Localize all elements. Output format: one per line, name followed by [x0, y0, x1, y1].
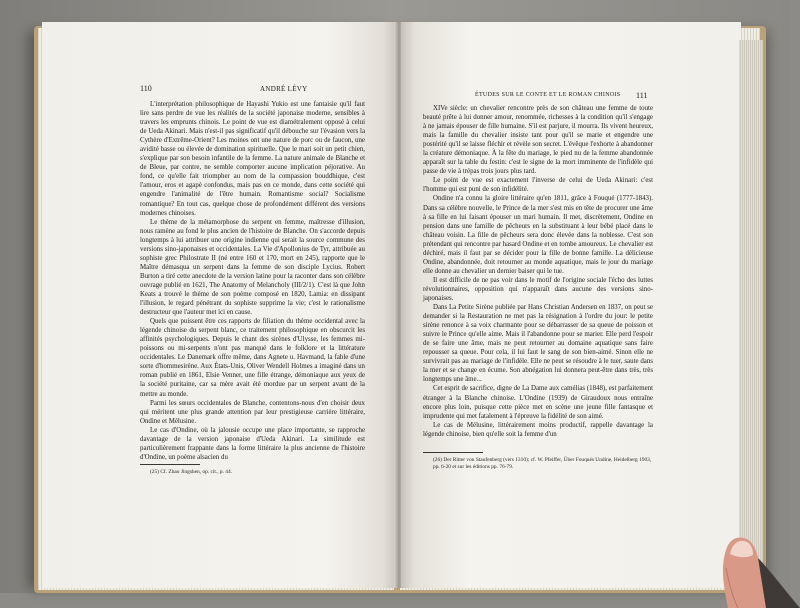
left-running-head: ANDRÉ LÉVY — [260, 85, 308, 93]
right-paragraph: Le cas de Mélusine, littérairement moins productif, rappelle davantage la légende chinoise, bien qu'elle soit la femme d'un — [423, 421, 653, 438]
left-footnote-rule — [140, 464, 200, 465]
right-paragraph: Ondine n'a connu la gloire littéraire qu'en 1811, grâce à Fouqué (1777-1843). Dans sa célèbre nouvelle, le Prince de la mer s'est mis en tête de procurer une âme à sa fille en lui faisant épouser un mari humain. Il met, discrètement, Ondine en pension dans une famille de pêcheurs en la substituant à leur bébé placé dans le château voisin. La fille de pêcheurs sera donc élevée dans la noblesse. C'est son prétendant qui rencontre par hasard Ondine et en tombe amoureux. Le chevalier est déchiré, mais il faut par se décider pour la fille de bonne famille. La délicieuse Ondine, abandonnée, doit retourner au monde aquatique, mais le jour du mariage elle donne au chevalier un dernier baiser qui le tue. — [423, 195, 653, 275]
left-paragraph: Le cas d'Ondine, où la jalousie occupe une place importante, se rapproche davantage de la version japonaise d'Ueda Akinari. La similitude est particulièrement frappante dans la forme littéraire la plus ancienne de l'histoire d'Ondine, un poème alsacien du — [140, 426, 365, 461]
right-paragraph: Il est difficile de ne pas voir dans le motif de l'origine sociale l'écho des luttes révolutionnaires, opposition qui n'apparaît dans aucune des versions sino-japonaises. — [423, 276, 653, 302]
left-body-text — [140, 100, 365, 461]
left-page-number: 110 — [140, 84, 152, 93]
right-paragraph: Cet esprit de sacrifice, digne de La Dame aux camélias (1848), est parfaitement étranger à la Blanche chinoise. L'Ondine (1939) de Giraudoux nous entraîne encore plus loin, puisque cette pièce met en scène une jeune fille fantasque et imprudente qui met fatalement à l'épreuve la fidélité de son aimé. — [423, 385, 653, 420]
left-paragraph: L'interprétation philosophique de Hayashi Yukio est une fantaisie qu'il faut lire sans perdre de vue les réalités de la société japonaise moderne, sensibles à travers les emprunts chinois. Le point de vue est diamétralement opposé à celui de Ueda Akinari. Mais n'est-il pas significatif qu'il débouche sur l'évasion vers la Cythère d'Extrême-Orient? Les moines ont une nature de porc ou de faucon, une avidité basse ou élevée de domination spirituelle. Que le mari soit un petit chien, s'explique par son besoin infantile de la femme. La nature animale de Blanche et de Bleue, par contre, ne semble comporter aucune implication péjorative. Au fond, ce qu'elle fait triompher au nom de la compassion bouddhique, c'est l'amour, eros et agapè confondus, mais pas en ce monde, dans cette société qui engendre l'animalité de l'être humain. Romantisme social? Socialisme romantique? En tout cas, quelque chose de profondément différent des versions modernes chinoises. — [140, 101, 365, 217]
left-paragraph: Quels que puissent être ces rapports de filiation du thème occidental avec la légende chinoise du serpent blanc, ce traitement philosophique en obscurcit les affinités psychologiques. Depuis le chant des sirènes d'Ulysse, les femmes mi-poissons ou mi-serpents n'ont pas manqué dans le folklore et la littérature occidentales. Le Danemark offre même, dans Agnete u. Havmand, la fable d'une sorte d'hommesirène. Aux États-Unis, Oliver Wendell Holmes a imaginé dans un roman publié en 1861, Elsie Venner, une fille étrange, démoniaque aux yeux de la société puritaine, car sa mère avait été mordue par un serpent avant de la mettre au monde. — [140, 318, 365, 398]
right-running-head: ÉTUDES SUR LE CONTE ET LE ROMAN CHINOIS — [475, 92, 621, 98]
right-footnote: (26) Der Ritter von Staufenberg (vers 1310); cf. W. Pfeiffer, Über Fouqués Undine, Heidelberg 1903, pp. 6-20 et sur les éditions pp. 76-79. — [433, 457, 652, 470]
left-paragraph: Le thème de la métamorphose du serpent en femme, maîtresse d'illusion, nous ramène au fond le plus ancien de l'histoire de Blanche. On s'accorde depuis longtemps à lui attribuer une origine indienne qui serait la source commune des versions sino-japonaises et occidentales. La Vie d'Apollonius de Tyr, attribuée au sophiste grec Philostrate II (né entre 160 et 170, mort en 245), rapporte que le Maître démasqua un serpent dans la femme de son disciple Lycius. Robert Burton a tiré cette anecdote de la version latine pour la raconter dans son célèbre ouvrage publié en 1621, The Anatomy of Melancholy (III/2/1). C'est là que John Keats a trouvé le thème de son poème composé en 1820, Lamia: en dissipant l'illusion, le regard pénétrant du sophiste supprime la vie; c'est le rationalisme destructeur que l'auteur met ici en cause. — [140, 218, 365, 317]
left-footnote: (25) Cf. Zhao Jingshen, op. cit., p. 44. — [150, 469, 233, 475]
right-footnote-rule — [423, 452, 483, 453]
right-page-edges — [739, 40, 763, 570]
right-paragraph: XIVe siècle: un chevalier rencontre près de son château une femme de toute beauté prête à lui donner amour, renommée, richesses à la condition qu'il s'engage à ne jamais épouser de fille humaine. S'il est parjure, il mourra. Ils vivent heureux, mais la famille du chevalier insiste tant pour qu'il se marie et engendre une postérité qu'il se laisse fléchir et révèle son secret. L'évêque l'exhorte à abandonner la créature démoniaque. À la fête du mariage, le pied nu de la femme abandonnée apparaît sur la table du festin: c'est le signe de la mort imminente de l'infidèle qui passe de vie à trépas trois jours plus tard. — [423, 105, 653, 176]
right-paragraph: Dans La Petite Sirène publiée par Hans Christian Andersen en 1837, on peut se demander si la Restauration ne met pas la résignation à l'ordre du jour: le petite sirène renonce à sa voix charmante pour se débarrasser de sa queue de poisson et suivre le Prince qu'elle aime. Mais il l'abandonne pour se marier. Elle perd l'espoir de se faire une âme, mais ne peut retourner au domaine aquatique sans faire repousser sa queue. Pour cela, il lui faut le sang de son bien-aimé. Sinon elle ne survivrait pas au mariage de l'infidèle. Elle ne peut se résoudre à le tuer, saute dans la mer et se change en écume. Son abnégation lui donnera peut-être dans très, très longtemps une âme... — [423, 304, 653, 384]
right-body-text — [423, 104, 653, 444]
right-paragraph: Le point de vue est exactement l'inverse de celui de Ueda Akinari: c'est l'homme qui est puni de son infidélité. — [423, 177, 653, 194]
left-paragraph: Parmi les sœurs occidentales de Blanche, contentons-nous d'en choisir deux qui méritent une plus grande attention par leur prestigieuse carrière littéraire, Ondine et Mélusine. — [140, 399, 365, 425]
right-page-number: 111 — [636, 91, 648, 100]
hand-image — [710, 528, 800, 608]
